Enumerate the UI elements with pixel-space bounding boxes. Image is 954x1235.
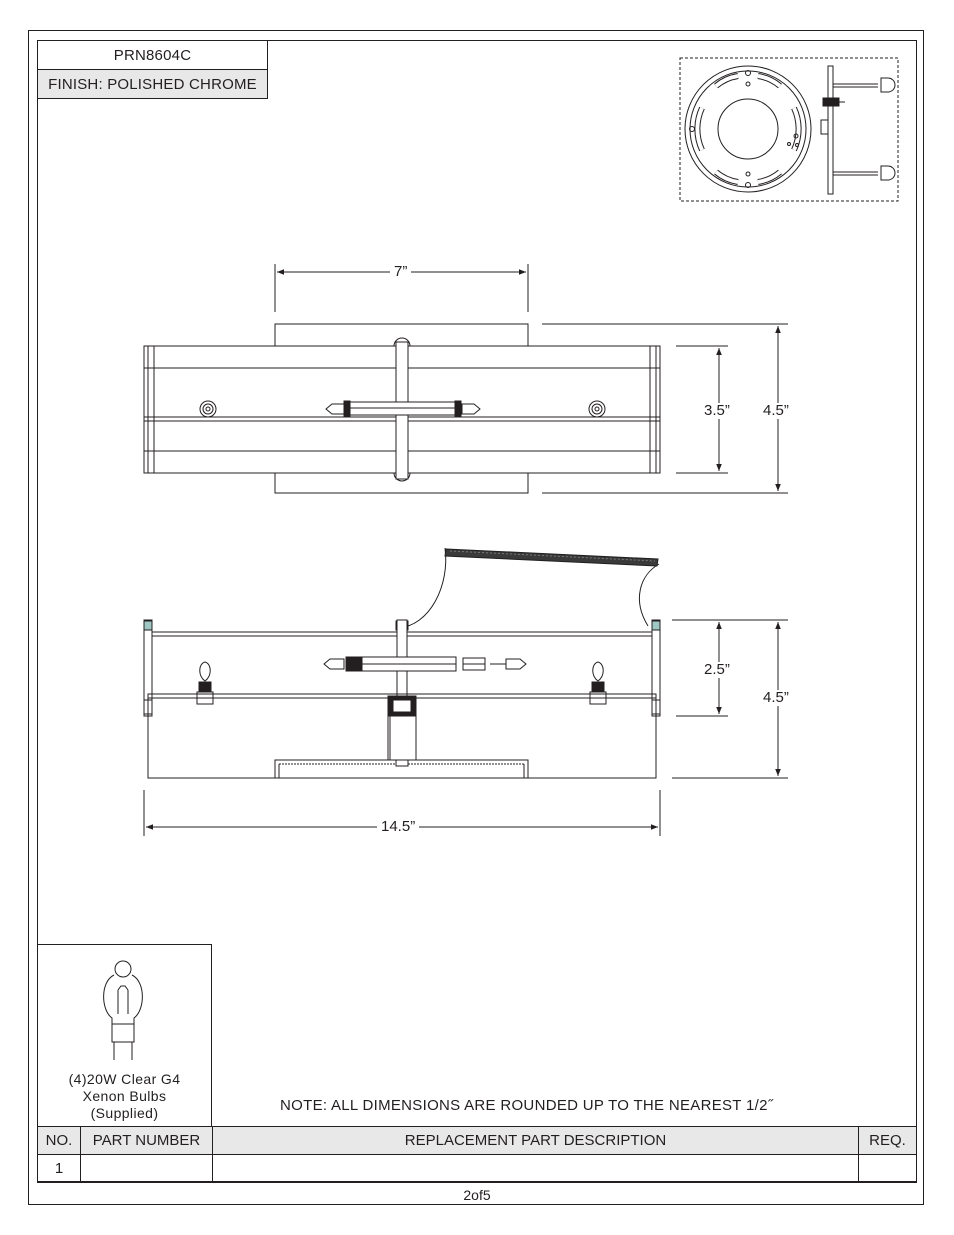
- col-part-number-header: PART NUMBER: [81, 1127, 213, 1155]
- dim-top-width: 7”: [390, 264, 411, 280]
- dim-front-inner-height: 2.5”: [700, 662, 734, 678]
- cell-req: [859, 1155, 917, 1183]
- dim-top-inner-height: 3.5”: [700, 403, 734, 419]
- bulb-caption-line3: (Supplied): [90, 1105, 159, 1121]
- table-row: [38, 1155, 917, 1183]
- col-description-header: REPLACEMENT PART DESCRIPTION: [213, 1127, 859, 1155]
- front-view-dimensions: [144, 620, 788, 836]
- dimension-note: NOTE: ALL DIMENSIONS ARE ROUNDED UP TO THE NEAREST 1/2˝: [280, 1097, 774, 1114]
- cell-description: [213, 1155, 859, 1183]
- top-view-drawing: [144, 324, 660, 493]
- col-no-header: NO.: [38, 1127, 81, 1155]
- page-number: 2of5: [463, 1187, 491, 1203]
- cell-part-number: [81, 1155, 213, 1183]
- col-req-header: REQ.: [859, 1127, 917, 1155]
- dim-front-width: 14.5”: [377, 819, 419, 835]
- model-number: PRN8604C: [37, 40, 268, 70]
- front-view-drawing: [144, 548, 660, 778]
- mounting-plate-detail: [680, 58, 898, 201]
- finish-label: FINISH: POLISHED CHROME: [37, 69, 268, 99]
- bulb-caption-line1: (4)20W Clear G4: [68, 1071, 181, 1087]
- dim-top-outer-height: 4.5”: [759, 403, 793, 419]
- replacement-parts-table: [37, 1126, 917, 1183]
- bulb-caption-line2: Xenon Bulbs: [82, 1088, 167, 1104]
- dim-front-outer-height: 4.5”: [759, 690, 793, 706]
- bulb-spec-box: [37, 944, 212, 1127]
- bulb-caption: [38, 1071, 211, 1122]
- cell-no: 1: [38, 1155, 81, 1183]
- table-header-row: [38, 1127, 917, 1155]
